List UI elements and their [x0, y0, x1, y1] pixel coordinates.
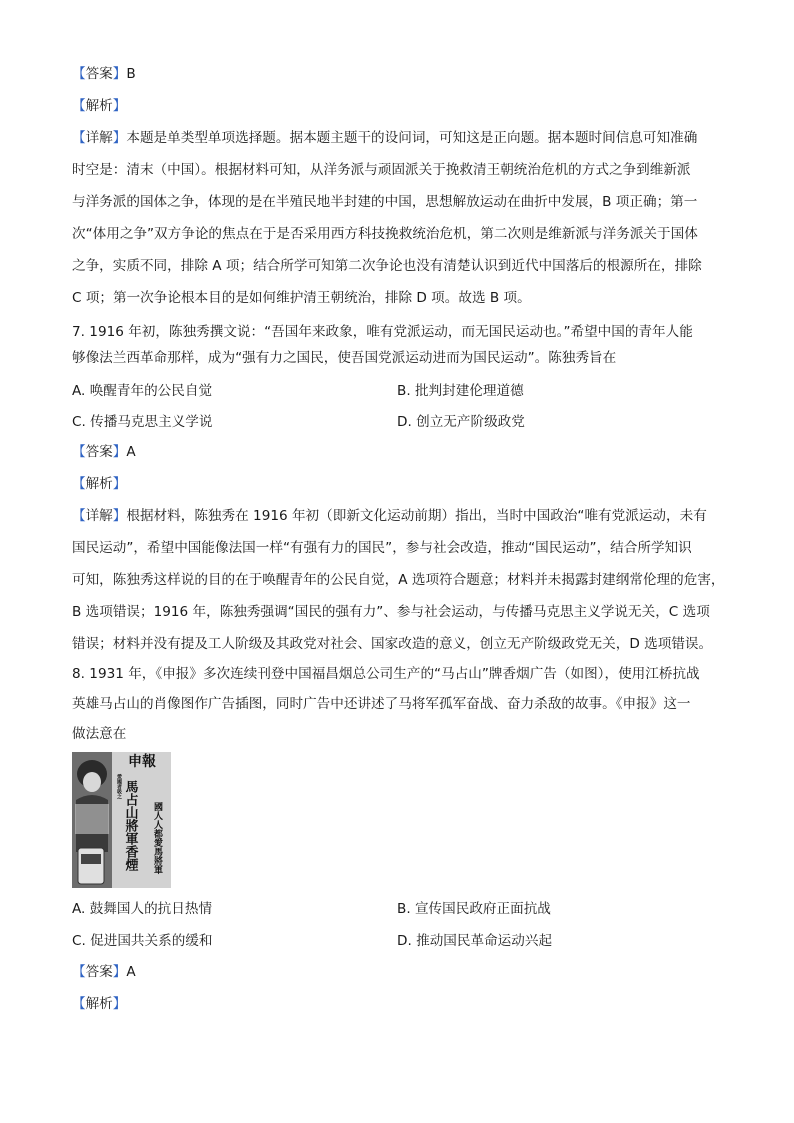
q6-analysis-line: 【解析】	[72, 98, 127, 114]
answer-value: B	[126, 66, 136, 82]
q7-option-b: B. 批判封建伦理道德	[397, 383, 524, 399]
q7-detail-line-2: 可知，陈独秀这样说的目的在于唤醒青年的公民自觉，A 选项符合题意；材料并未揭露封建纲常伦理的危害，	[72, 572, 725, 588]
q6-detail-line-4: 之争，实质不同，排除 A 项；结合所学可知第二次争论也没有清楚认识到近代中国落后的根源所在，排除	[72, 258, 702, 274]
detail-label: 详解	[85, 508, 113, 524]
q8-option-c: C. 促进国共关系的缓和	[72, 933, 213, 949]
q8-analysis-line: 【解析】	[72, 996, 127, 1012]
detail-text: 根据材料，陈独秀在 1916 年初（即新文化运动前期）指出，当时中国政治“唯有党派运动，未有	[126, 508, 707, 524]
ad-vertical-slogan: 國人人都愛馬將軍	[152, 802, 162, 874]
q7-stem-line-0: 7. 1916 年初，陈独秀撰文说：“吾国年来政象，唯有党派运动，而无国民运动也。”希望中国的青年人能	[72, 324, 693, 340]
q7-stem-line-1: 够像法兰西革命那样，成为“强有力之国民，使吾国党派运动进而为国民运动”。陈独秀旨在	[72, 350, 617, 366]
ad-side-text: 愛國者吸之	[116, 774, 122, 799]
q8-option-d: D. 推动国民革命运动兴起	[397, 933, 553, 949]
ad-illustration-svg	[72, 752, 171, 888]
q7-detail-line-4: 错误；材料并没有提及工人阶级及其政党对社会、国家改造的意义，创立无产阶级政党无关，D 选项错误。	[72, 636, 713, 652]
q7-detail-line-0: 【详解】根据材料，陈独秀在 1916 年初（即新文化运动前期）指出，当时中国政治“唯有党派运动，未有	[72, 508, 707, 524]
answer-label: 答案	[85, 964, 113, 980]
q7-detail-line-3: B 选项错误；1916 年，陈独秀强调“国民的强有力”、参与社会运动，与传播马克思主义学说无关，C 选项	[72, 604, 710, 620]
ad-brand-text: 馬占山將軍香煙	[122, 780, 138, 871]
analysis-label: 解析	[85, 996, 113, 1012]
answer-value: A	[126, 964, 136, 980]
q6-detail-line-1: 时空是：清末（中国）。根据材料可知，从洋务派与顽固派关于挽救清王朝统治危机的方式之争到维新派	[72, 162, 691, 178]
answer-value: A	[126, 444, 136, 460]
answer-label: 答案	[85, 66, 113, 82]
q8-stem-line-2: 做法意在	[72, 726, 127, 742]
q7-option-c: C. 传播马克思主义学说	[72, 414, 213, 430]
q7-analysis-line: 【解析】	[72, 476, 127, 492]
q6-detail-line-2: 与洋务派的国体之争，体现的是在半殖民地半封建的中国，思想解放运动在曲折中发展，B 项正确；第一	[72, 194, 698, 210]
analysis-label: 解析	[85, 476, 113, 492]
q8-stem-line-1: 英雄马占山的肖像图作广告插图，同时广告中还讲述了马将军孤军奋战、奋力杀敌的故事。《申报》这一	[72, 696, 691, 712]
q6-answer-line: 【答案】B	[72, 66, 136, 82]
cigarette-ad-image	[72, 752, 171, 888]
q8-option-b: B. 宣传国民政府正面抗战	[397, 901, 551, 917]
detail-text: 本题是单类型单项选择题。据本题主题干的设问词，可知这是正向题。据本题时间信息可知准确	[126, 130, 698, 146]
answer-label: 答案	[85, 444, 113, 460]
q7-option-d: D. 创立无产阶级政党	[397, 414, 525, 430]
q6-detail-line-3: 次“体用之争”双方争论的焦点在于是否采用西方科技挽救统治危机，第二次则是维新派与洋务派关于国体	[72, 226, 698, 242]
q6-detail-line-5: C 项；第一次争论根本目的是如何维护清王朝统治，排除 D 项。故选 B 项。	[72, 290, 531, 306]
q8-option-a: A. 鼓舞国人的抗日热情	[72, 901, 213, 917]
q6-detail-line-0: 【详解】本题是单类型单项选择题。据本题主题干的设问词，可知这是正向题。据本题时间信息可知准确	[72, 130, 698, 146]
q7-option-a: A. 唤醒青年的公民自觉	[72, 383, 213, 399]
ad-title-text: 申報	[128, 754, 156, 770]
q8-answer-line: 【答案】A	[72, 964, 136, 980]
q7-detail-line-1: 国民运动”，希望中国能像法国一样“有强有力的国民”，参与社会改造，推动“国民运动”，结合所学知识	[72, 540, 692, 556]
detail-label: 详解	[85, 130, 113, 146]
q7-answer-line: 【答案】A	[72, 444, 136, 460]
q8-stem-line-0: 8. 1931 年，《申报》多次连续刊登中国福昌烟总公司生产的“马占山”牌香烟广告（如图），使用江桥抗战	[72, 666, 700, 682]
analysis-label: 解析	[85, 98, 113, 114]
